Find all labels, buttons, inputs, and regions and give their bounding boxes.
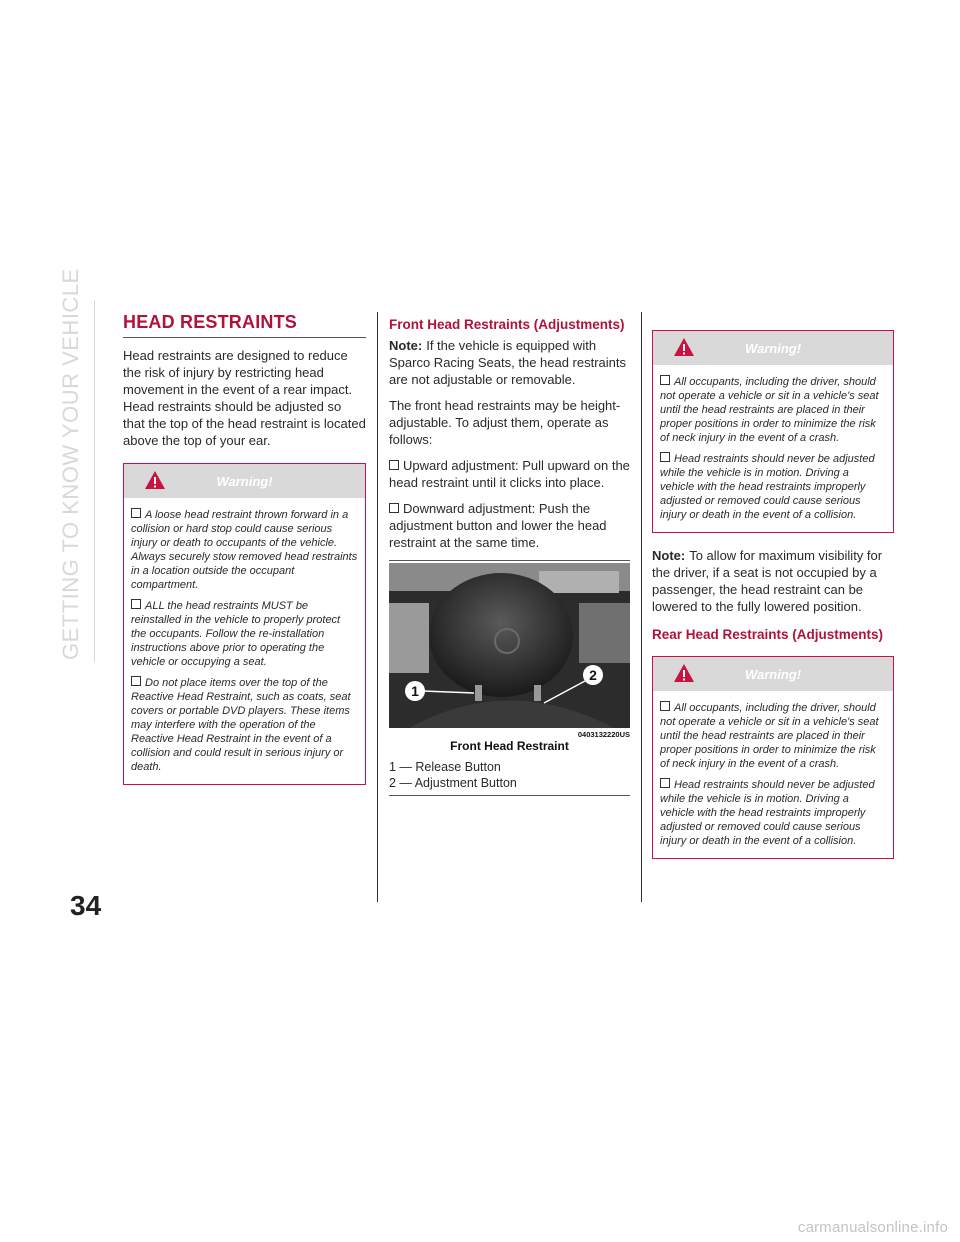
- checkbox-bullet-icon: [131, 508, 141, 518]
- warning-triangle-icon: [673, 337, 695, 357]
- warning-body: [653, 691, 893, 858]
- warning-title: Warning!: [216, 473, 273, 489]
- legend-item: 2 — Adjustment Button: [389, 776, 517, 790]
- checkbox-bullet-icon: [660, 375, 670, 385]
- legend-item: 1 — Release Button: [389, 760, 501, 774]
- checkbox-bullet-icon: [131, 599, 141, 609]
- warning-item: All occupants, including the driver, should not operate a vehicle or sit in a vehicle's seat until the head restraints are placed in their proper positions in order to minimize the risk of neck injury in the event of a crash.: [660, 702, 879, 770]
- warning-box-3: [652, 656, 894, 859]
- figure-code: 0403132220US: [577, 730, 630, 739]
- warning-box-1: [123, 463, 366, 785]
- callout-2: 2: [589, 667, 597, 683]
- rear-adjust-title: Rear Head Restraints (Adjustments): [652, 627, 884, 642]
- front-adjust-paragraph: The front head restraints may be height-adjustable. To adjust them, operate as follows:: [389, 398, 621, 447]
- warning-header: [124, 464, 365, 498]
- warning-item: Do not place items over the top of the Reactive Head Restraint, such as coats, seat covers or portable DVD players. These items may interfere with the operation of the Reactive Head Restraint in the event of a collision and could result in serious injury or death.: [131, 677, 351, 773]
- chapter-sidebar-label: GETTING TO KNOW YOUR VEHICLE: [58, 268, 83, 660]
- warning-triangle-icon: [144, 470, 166, 490]
- column-3: [652, 330, 894, 859]
- checkbox-bullet-icon: [389, 460, 399, 470]
- warning-body: [653, 365, 893, 532]
- bullet-downward: Downward adjustment: Push the adjustment button and lower the head restraint at the same time.: [389, 501, 607, 550]
- warning-item: A loose head restraint thrown forward in a collision or hard stop could cause serious injury or death to occupants of the vehicle. Always securely stow removed head restraints in a location outside the occupant compartment.: [131, 509, 358, 591]
- page-number: 34: [70, 890, 102, 921]
- warning-item: Head restraints should never be adjusted while the vehicle is in motion. Driving a vehicle with the head restraints improperly adjusted or removed could cause serious injury or death in the event of a collision.: [660, 453, 875, 521]
- checkbox-bullet-icon: [660, 778, 670, 788]
- warning-box-2: [652, 330, 894, 533]
- callout-1: 1: [411, 683, 419, 699]
- checkbox-bullet-icon: [131, 676, 141, 686]
- column-divider-2: [641, 312, 642, 902]
- intro-paragraph: Head restraints are designed to reduce the risk of injury by restricting head movement in the event of a rear impact. Head restraints should be adjusted so that the top of the head restraint is located above the top of your ear.: [123, 348, 366, 448]
- warning-item: ALL the head restraints MUST be reinstalled in the vehicle to properly protect the occupants. Follow the re-installation instructions above prior to operating the vehicle or occupying a seat.: [131, 600, 341, 668]
- column-divider-1: [377, 312, 378, 902]
- checkbox-bullet-icon: [660, 701, 670, 711]
- column-2: [389, 312, 630, 796]
- watermark: carmanualsonline.info: [797, 1219, 948, 1236]
- checkbox-bullet-icon: [660, 452, 670, 462]
- warning-item: All occupants, including the driver, should not operate a vehicle or sit in a vehicle's seat until the head restraints are placed in their proper positions in order to minimize the risk of neck injury in the event of a crash.: [660, 376, 879, 444]
- visibility-note: Note: To allow for maximum visibility for the driver, if a seat is not occupied by a passenger, the head restraint can be lowered to the fully lowered position.: [652, 548, 883, 614]
- warning-title: Warning!: [744, 340, 802, 356]
- head-restraint-photo: [389, 563, 630, 728]
- warning-triangle-icon: [673, 663, 695, 683]
- checkbox-bullet-icon: [389, 503, 399, 513]
- figure-front-head-restraint: [389, 560, 630, 796]
- section-title: HEAD RESTRAINTS: [123, 312, 366, 338]
- bullet-upward: Upward adjustment: Pull upward on the head restraint until it clicks into place.: [389, 458, 630, 490]
- warning-title: Warning!: [744, 666, 802, 682]
- figure-caption: Front Head Restraint: [450, 739, 569, 753]
- figure-legend: [389, 759, 630, 796]
- warning-body: [124, 498, 365, 784]
- warning-header: [653, 331, 893, 365]
- front-adjust-title: Front Head Restraints (Adjustments): [389, 317, 625, 332]
- sidebar-rule: [94, 300, 95, 662]
- column-1: [123, 312, 366, 785]
- warning-header: [653, 657, 893, 691]
- warning-item: Head restraints should never be adjusted while the vehicle is in motion. Driving a vehicle with the head restraints improperly adjusted or removed could cause serious injury or death in the event of a collision.: [660, 779, 875, 847]
- sparco-note: Note: If the vehicle is equipped with Sparco Racing Seats, the head restraints are not adjustable or removable.: [389, 338, 627, 387]
